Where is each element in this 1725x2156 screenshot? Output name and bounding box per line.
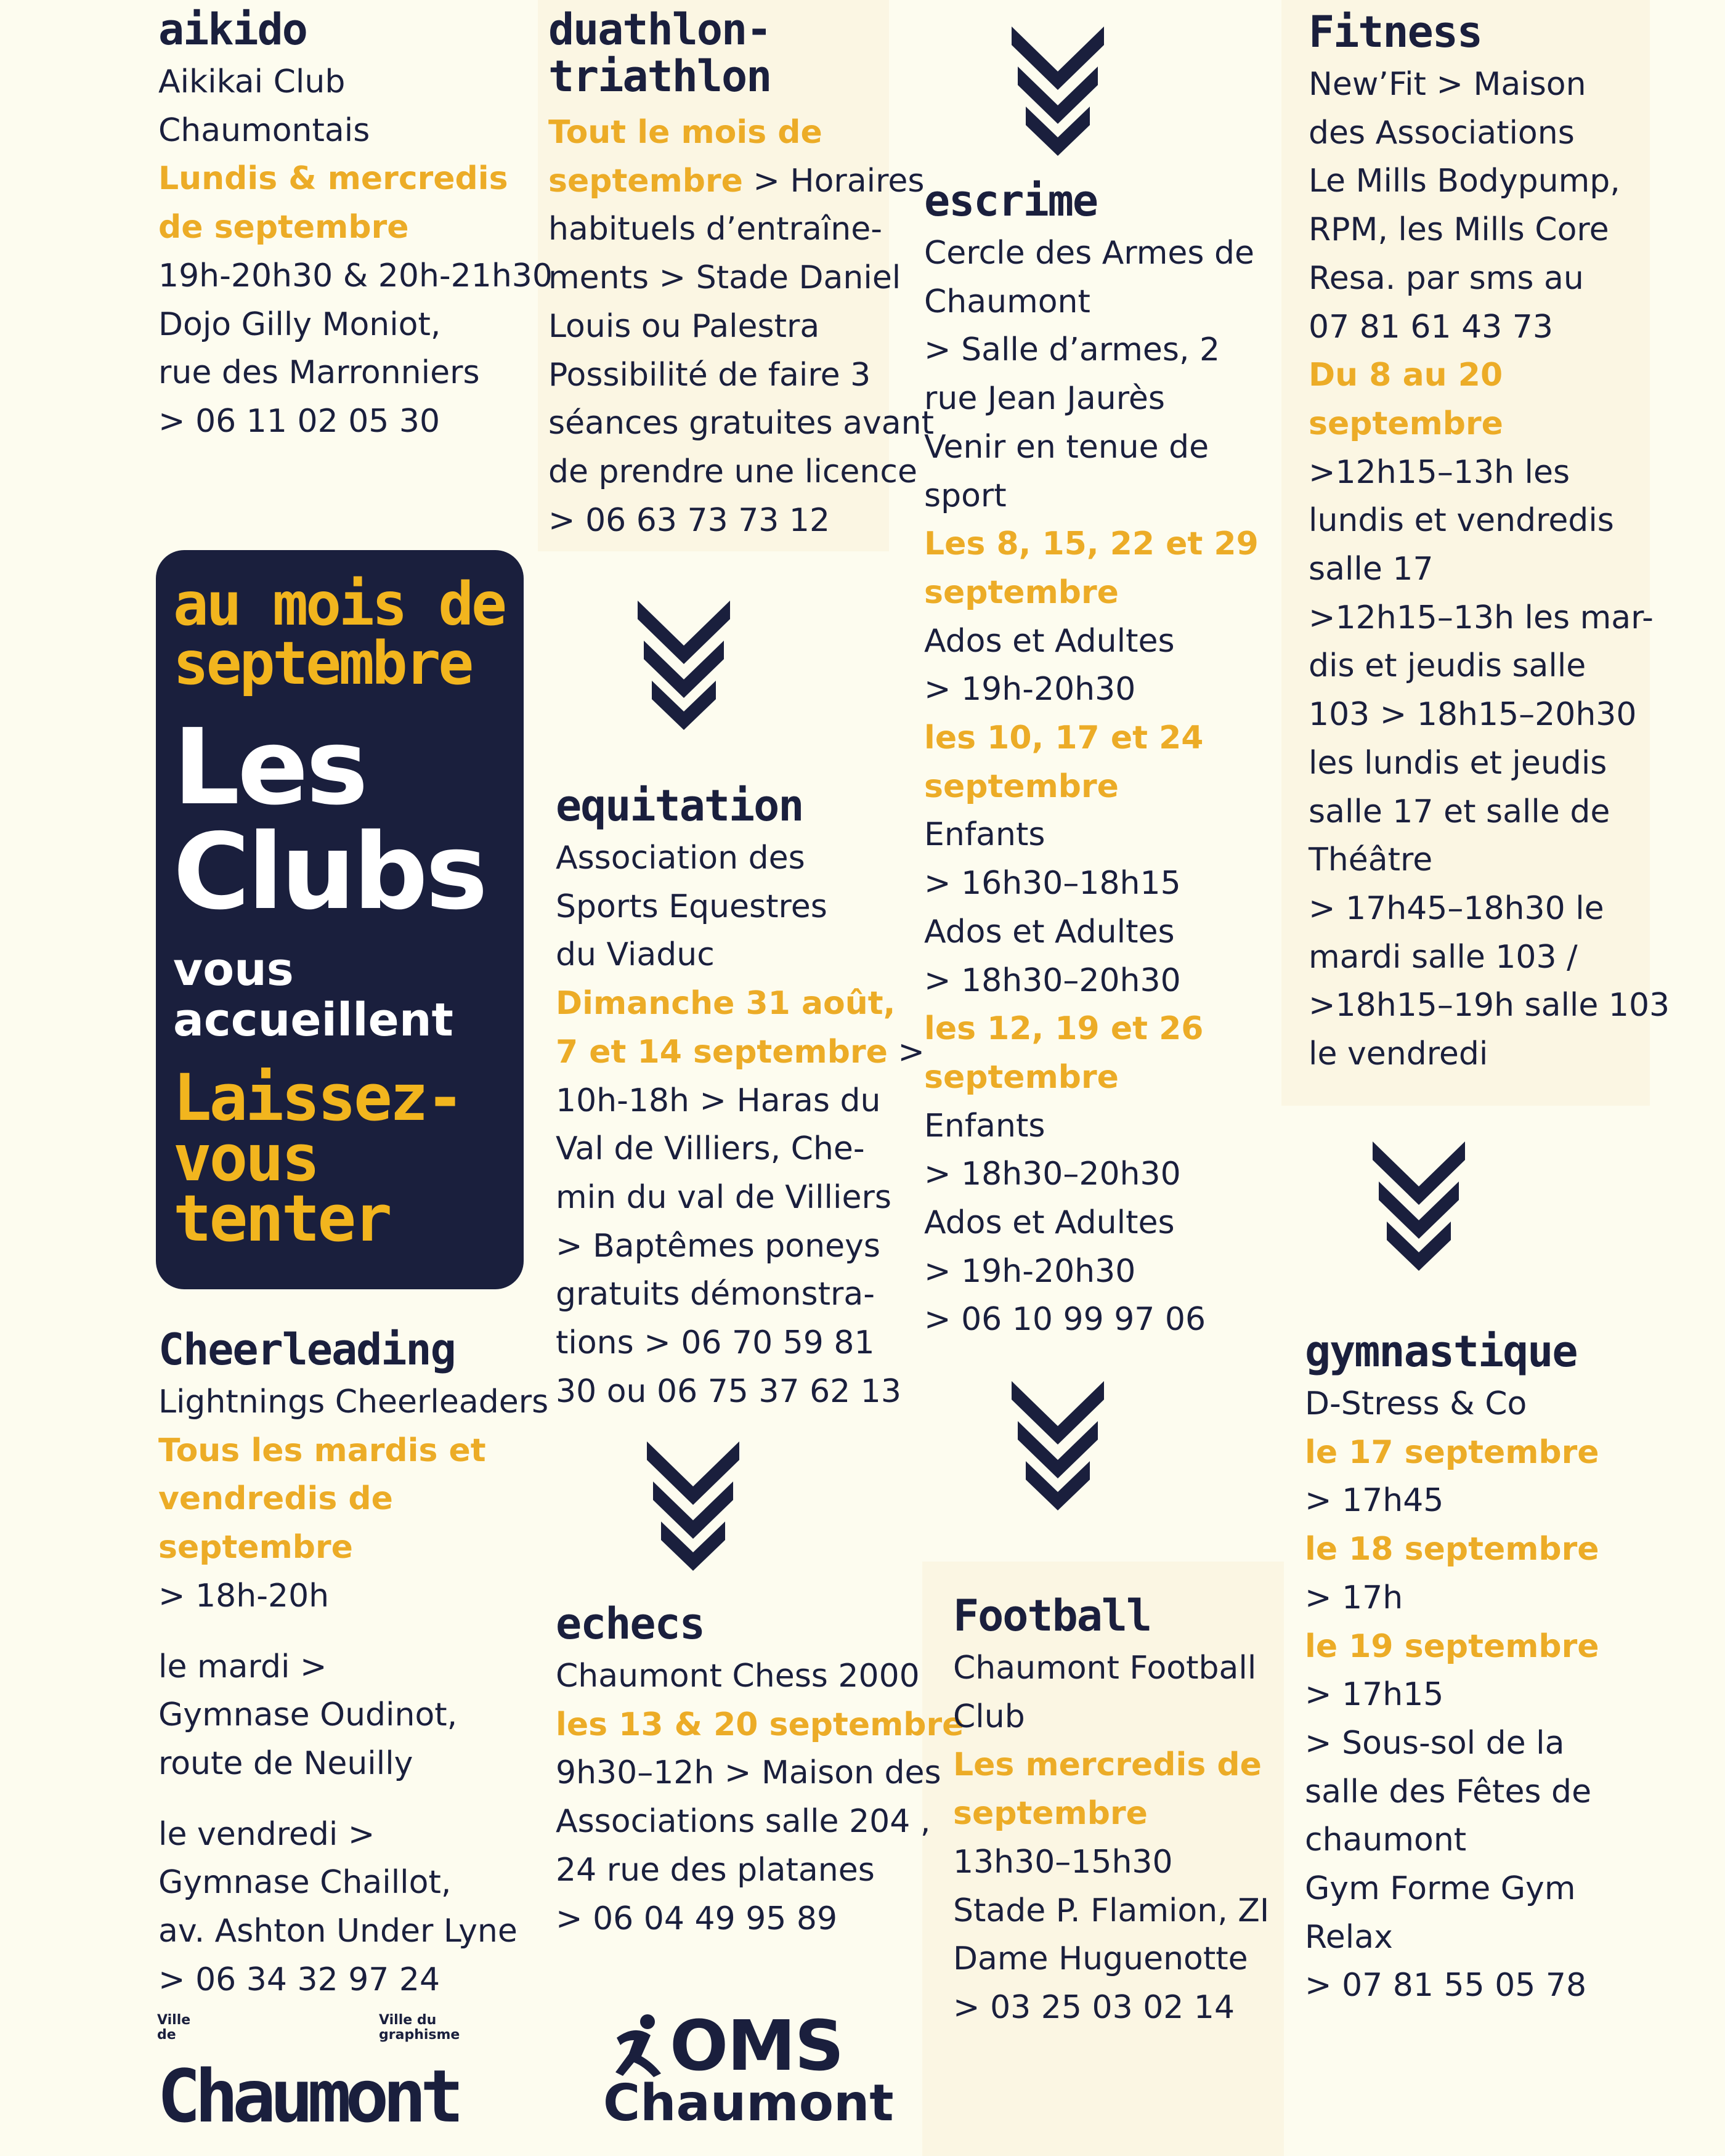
fitness-line: Le Mills Bodypump,: [1309, 163, 1620, 200]
football-line: Chaumont Football: [953, 1650, 1257, 1687]
equitation-line: Val de Villiers, Che-: [556, 1130, 865, 1168]
duathlon-dates-month: septembre: [548, 162, 743, 200]
football-line: Les mercredis de: [953, 1746, 1262, 1784]
gymnastique-line: salle des Fêtes de: [1305, 1773, 1592, 1810]
escrime-line: > 16h30–18h15: [924, 865, 1181, 902]
equitation-line: tions > 06 70 59 81: [556, 1324, 875, 1362]
escrime-line: les 12, 19 et 26: [924, 1010, 1204, 1048]
echecs-line: les 13 & 20 septembre: [556, 1706, 964, 1743]
duathlon-title-line2: triathlon: [548, 51, 771, 102]
escrime-line: septembre: [924, 1058, 1119, 1096]
duathlon-title: [548, 6, 934, 100]
fitness-line: >12h15–13h les mar-: [1309, 599, 1654, 636]
equitation-line: Association des: [556, 840, 805, 877]
duathlon-dates: Tout le mois de: [548, 114, 822, 151]
gymnastique-line: > Sous-sol de la: [1305, 1724, 1565, 1762]
echecs-line: Chaumont Chess 2000: [556, 1658, 920, 1695]
gymnastique-lines: [1305, 1380, 1599, 2010]
gymnastique-line: > 17h: [1305, 1579, 1403, 1616]
fitness-line: New’Fit > Maison: [1309, 66, 1586, 103]
duathlon-phone: > 06 63 73 73 12: [548, 501, 830, 539]
cheerleading-line: > 06 34 32 97 24: [158, 1961, 440, 1998]
fitness-line: Resa. par sms au: [1309, 259, 1584, 297]
fitness-line: Théâtre: [1309, 841, 1433, 879]
hero-box: [156, 550, 524, 1289]
duathlon-line: habituels d’entraîne-: [548, 211, 882, 248]
aikido-line: Lundis & mercredis: [158, 160, 508, 198]
equitation-title: equitation: [556, 780, 803, 831]
hero-title: [173, 707, 485, 933]
cheerleading-line: le mardi >: [158, 1648, 327, 1685]
fitness-line: salle 17: [1309, 551, 1434, 588]
fitness-line: 07 81 61 43 73: [1309, 308, 1553, 346]
duathlon-line: de prendre une licence: [548, 453, 917, 490]
logo-small-text: graphisme: [379, 2027, 460, 2043]
logo-oms-text: OMS: [670, 2006, 843, 2086]
fitness-line: dis et jeudis salle: [1309, 647, 1586, 685]
hero-line: tenter: [173, 1181, 390, 1256]
gymnastique-line: Relax: [1305, 1918, 1393, 1956]
escrime-line: > 19h-20h30: [924, 671, 1136, 708]
aikido-line: > 06 11 02 05 30: [158, 402, 440, 440]
escrime-line: Enfants: [924, 816, 1045, 854]
echecs-section: [556, 1600, 964, 1943]
hero-line: vous: [173, 1121, 318, 1196]
escrime-line: les 10, 17 et 24: [924, 719, 1204, 757]
fitness-line: les lundis et jeudis: [1309, 744, 1607, 782]
cheerleading-line: route de Neuilly: [158, 1745, 413, 1782]
escrime-line: Ados et Adultes: [924, 913, 1175, 950]
cheerleading-line: le vendredi >: [158, 1815, 375, 1853]
aikido-line: 19h-20h30 & 20h-21h30: [158, 257, 553, 294]
equitation-line: Sports Equestres: [556, 888, 827, 925]
escrime-line: septembre: [924, 768, 1119, 805]
cheerleading-title: Cheerleading: [158, 1324, 455, 1375]
cheerleading-line: septembre: [158, 1529, 353, 1566]
cheerleading-line: Gymnase Oudinot,: [158, 1696, 458, 1734]
football-line: Stade P. Flamion, ZI: [953, 1892, 1270, 1929]
escrime-section: [924, 177, 1259, 1344]
gymnastique-line: le 17 septembre: [1305, 1433, 1599, 1471]
aikido-line: de septembre: [158, 209, 409, 246]
equitation-arrow: >: [887, 1033, 925, 1071]
escrime-line: septembre: [924, 573, 1119, 611]
equitation-line: [556, 1028, 925, 1077]
cheerleading-line: vendredis de: [158, 1480, 393, 1518]
logo-small-text: Ville: [157, 2012, 191, 2028]
duathlon-section: [548, 6, 934, 545]
football-line: Club: [953, 1698, 1025, 1735]
fitness-line: RPM, les Mills Core: [1309, 211, 1609, 249]
escrime-line: rue Jean Jaurès: [924, 380, 1166, 418]
equitation-dates-2: 7 et 14 septembre: [556, 1033, 888, 1071]
hero-line: Clubs: [173, 811, 485, 933]
aikido-line: Aikikai Club: [158, 63, 346, 100]
echecs-line: Associations salle 204 ,: [556, 1803, 931, 1841]
football-line: Dame Huguenotte: [953, 1940, 1248, 1978]
hero-line: accueillent: [173, 994, 453, 1047]
fitness-line: > 17h45–18h30 le: [1309, 890, 1604, 927]
equitation-section: [556, 782, 925, 1416]
cheerleading-line: av. Ashton Under Lyne: [158, 1913, 518, 1950]
hero-line: Les: [173, 707, 366, 829]
equitation-dates: Dimanche 31 août,: [556, 985, 896, 1023]
aikido-line: Dojo Gilly Moniot,: [158, 306, 441, 343]
escrime-line: > 18h30–20h30: [924, 962, 1181, 999]
logo-graphisme-text: [379, 2013, 460, 2043]
chevron-down-icon: [1009, 23, 1107, 165]
aikido-line: rue des Marronniers: [158, 354, 480, 392]
chevron-down-icon: [644, 1438, 742, 1580]
echecs-line: > 06 04 49 95 89: [556, 1900, 838, 1937]
football-lines: [953, 1644, 1269, 2032]
escrime-line: Venir en tenue de: [924, 428, 1209, 466]
oms-chaumont-logo: [601, 2006, 894, 2133]
cheerleading-line: Lightnings Cheerleaders: [158, 1384, 549, 1420]
escrime-line: > Salle d’armes, 2: [924, 331, 1220, 369]
gymnastique-title: gymnastique: [1305, 1326, 1577, 1377]
football-line: septembre: [953, 1795, 1148, 1833]
football-line: > 03 25 03 02 14: [953, 1988, 1235, 2026]
gymnastique-line: > 07 81 55 05 78: [1305, 1967, 1587, 2004]
fitness-line: septembre: [1309, 405, 1503, 442]
logo-chaumont-wordmark: Chaumont: [157, 2054, 458, 2139]
escrime-line: Ados et Adultes: [924, 1204, 1175, 1242]
duathlon-line: Possibilité de faire 3: [548, 356, 871, 394]
football-title: Football: [953, 1591, 1151, 1641]
escrime-line: > 18h30–20h30: [924, 1156, 1181, 1193]
escrime-line: Cercle des Armes de: [924, 235, 1255, 272]
hero-line: septembre: [173, 629, 472, 698]
hero-line: au mois de: [173, 570, 505, 639]
duathlon-lines: [548, 108, 934, 545]
echecs-title: echecs: [556, 1599, 704, 1649]
gymnastique-line: > 17h15: [1305, 1676, 1444, 1714]
chevron-down-icon: [1009, 1378, 1107, 1520]
hero-line: vous: [173, 943, 294, 996]
logo-small-text: de: [157, 2027, 176, 2043]
equitation-phone: 30 ou 06 75 37 62 13: [556, 1372, 901, 1410]
equitation-line: gratuits démonstra-: [556, 1276, 875, 1313]
logo-small-text: Ville du: [379, 2012, 437, 2028]
hero-month: [173, 570, 505, 698]
gymnastique-line: le 18 septembre: [1305, 1531, 1599, 1568]
hero-subtitle: [173, 944, 453, 1045]
escrime-line: Les 8, 15, 22 et 29: [924, 525, 1259, 563]
fitness-section: [1309, 9, 1670, 1079]
cheerleading-line: Tous les mardis et: [158, 1432, 486, 1469]
cheerleading-lines: [158, 1378, 548, 2004]
escrime-line: Enfants: [924, 1107, 1045, 1145]
aikido-line: Chaumontais: [158, 111, 370, 149]
chevron-down-icon: [1370, 1138, 1468, 1280]
fitness-line: >18h15–19h salle 103: [1309, 987, 1670, 1024]
equitation-line: 10h-18h > Haras du: [556, 1082, 881, 1119]
escrime-lines: [924, 229, 1259, 1344]
fitness-line: 103 > 18h15–20h30: [1309, 696, 1637, 734]
cheerleading-line: > 18h-20h: [158, 1577, 330, 1615]
gymnastique-line: Gym Forme Gym: [1305, 1870, 1576, 1908]
duathlon-line: séances gratuites avant: [548, 405, 935, 442]
football-line: 13h30–15h30: [953, 1843, 1173, 1881]
aikido-title: aikido: [158, 4, 307, 55]
aikido-section: [158, 6, 553, 446]
cheerleading-line: Gymnase Chaillot,: [158, 1864, 452, 1902]
echecs-line: 24 rue des platanes: [556, 1851, 875, 1889]
gymnastique-line: > 17h45: [1305, 1482, 1444, 1520]
gymnastique-line: le 19 septembre: [1305, 1627, 1599, 1665]
hero-line: Laissez-: [173, 1060, 462, 1135]
gymnastique-line: D-Stress & Co: [1305, 1385, 1527, 1422]
gymnastique-section: [1305, 1328, 1599, 2010]
echecs-lines: [556, 1652, 964, 1943]
fitness-line: des Associations: [1309, 114, 1575, 152]
logo-ville-text: [157, 2013, 190, 2043]
fitness-line: >12h15–13h les: [1309, 453, 1570, 491]
duathlon-hours: > Horaires: [742, 162, 925, 200]
equitation-line: du Viaduc: [556, 936, 715, 974]
duathlon-line: [548, 157, 934, 206]
duathlon-line: Louis ou Palestra: [548, 307, 820, 345]
escrime-line: Chaumont: [924, 283, 1090, 320]
echecs-line: 9h30–12h > Maison des: [556, 1754, 941, 1792]
equitation-line: > Baptêmes poneys: [556, 1227, 880, 1265]
fitness-line: Du 8 au 20: [1309, 357, 1503, 394]
fitness-title: Fitness: [1309, 7, 1482, 57]
fitness-lines: [1309, 60, 1670, 1079]
fitness-line: lundis et vendredis: [1309, 502, 1614, 540]
gymnastique-line: chaumont: [1305, 1822, 1467, 1859]
runner-icon: [604, 2013, 672, 2078]
equitation-lines: [556, 834, 925, 1416]
escrime-title: escrime: [924, 176, 1098, 226]
equitation-line: min du val de Villiers: [556, 1178, 891, 1216]
fitness-line: mardi salle 103 /: [1309, 938, 1578, 976]
escrime-line: Ados et Adultes: [924, 622, 1175, 660]
fitness-line: le vendredi: [1309, 1035, 1488, 1073]
hero-tagline: [173, 1060, 462, 1256]
duathlon-line: ments > Stade Daniel: [548, 259, 901, 297]
aikido-lines: [158, 58, 553, 446]
cheerleading-section: [158, 1326, 548, 2004]
duathlon-title-line1: duathlon-: [548, 4, 771, 55]
fitness-line: salle 17 et salle de: [1309, 793, 1610, 830]
logo-oms-city: Chaumont: [603, 2074, 894, 2133]
chevron-down-icon: [635, 598, 733, 739]
escrime-line: > 19h-20h30: [924, 1252, 1136, 1290]
escrime-line: > 06 10 99 97 06: [924, 1301, 1206, 1339]
football-section: [953, 1592, 1269, 2032]
escrime-line: sport: [924, 477, 1007, 514]
